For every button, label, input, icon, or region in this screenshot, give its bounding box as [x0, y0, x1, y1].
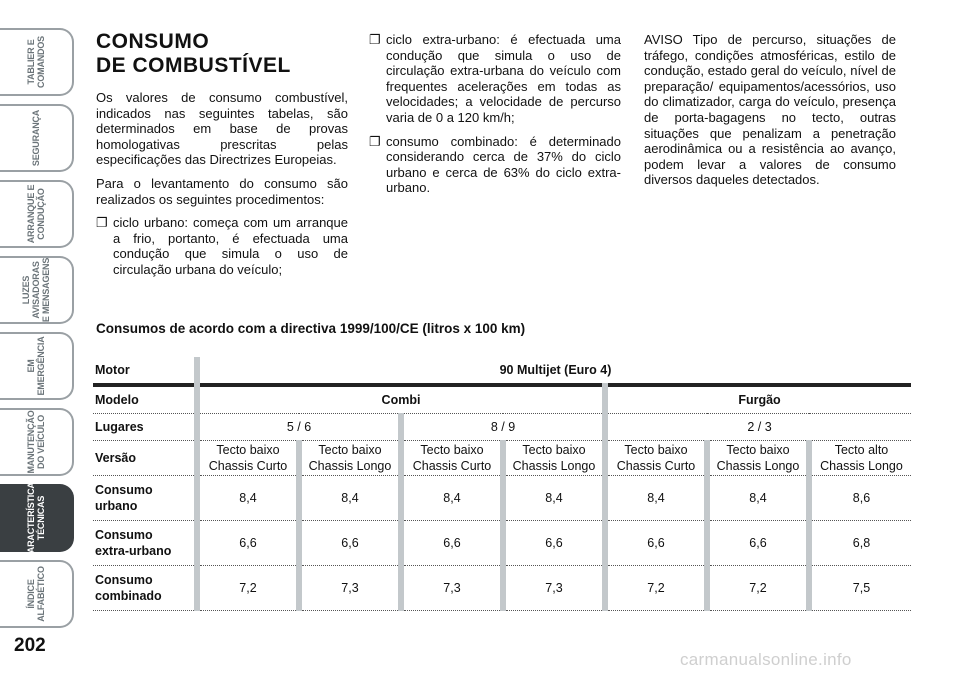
value-cell: 6,6: [299, 521, 401, 566]
bullet-text: ciclo urbano: começa com um arranque a frio, portanto, é efectuada uma condução que simula o uso de circulação urbana do veículo;: [113, 215, 348, 277]
value-cell: 6,6: [707, 521, 809, 566]
row-label: [93, 566, 197, 611]
checkbox-bullet-icon: ❐: [369, 133, 381, 149]
versao-line: Tecto baixo: [726, 443, 790, 457]
versao-line: Chassis Curto: [616, 459, 696, 473]
tab-label: ÍNDICE ALFABÉTICO: [26, 566, 46, 622]
versao-line: Chassis Curto: [208, 459, 288, 473]
row-label: Motor: [93, 357, 197, 385]
row-label: [93, 521, 197, 566]
modelo-furgao: Furgão: [605, 385, 911, 414]
label-line: Consumo: [95, 528, 153, 542]
value-cell: 8,4: [401, 476, 503, 521]
value-cell: 7,2: [197, 566, 299, 611]
versao-line: Tecto baixo: [318, 443, 382, 457]
tab-label: EM EMERGÊNCIA: [26, 336, 46, 396]
table-title: Consumos de acordo com a directiva 1999/100/CE (litros x 100 km): [96, 321, 526, 336]
list-item: [369, 32, 621, 126]
table-row-extra-urbano: [93, 521, 911, 566]
versao-line: Tecto alto: [834, 443, 889, 457]
value-cell: 8,4: [707, 476, 809, 521]
warning-paragraph: AVISO Tipo de percurso, situações de tráfego, condições atmosféricas, estilo de condução, estado geral do veículo, nível de preparação/ equipamentos/acessórios, uso do climatizador, carga do veículo, presença de porta-bagagens no tecto, outras situações que penalizam a penetração aerodinâmica ou a resistência ao avanço, podem levar a valores de consumo diversos daqueles detectados.: [644, 32, 896, 188]
tab-label: SEGURANÇA: [31, 109, 41, 167]
versao-cell: [197, 441, 299, 476]
versao-cell: [401, 441, 503, 476]
versao-line: Tecto baixo: [522, 443, 586, 457]
tab-label: MANUTENÇÃO DO VEÍCULO: [26, 410, 46, 474]
versao-line: Chassis Longo: [308, 459, 392, 473]
table-row-combinado: [93, 566, 911, 611]
value-cell: 6,6: [401, 521, 503, 566]
list-item: [369, 134, 621, 196]
bullet-text: consumo combinado: é determinado considerando cerca de 37% do ciclo urbano e cerca de 63% do ciclo extra-urbano.: [386, 133, 621, 196]
label-line: Consumo: [95, 483, 153, 497]
tab-emergencia[interactable]: [0, 332, 74, 400]
value-cell: 6,6: [605, 521, 707, 566]
lugares-cell: 2 / 3: [605, 414, 911, 441]
versao-line: Chassis Longo: [716, 459, 800, 473]
tab-arranque-conducao[interactable]: [0, 180, 74, 248]
table-row-urbano: [93, 476, 911, 521]
versao-cell: [299, 441, 401, 476]
tab-label: ARRANQUE E CONDUÇÃO: [26, 184, 46, 244]
checkbox-bullet-icon: ❐: [96, 215, 108, 231]
value-cell: 7,2: [605, 566, 707, 611]
procedures-paragraph: Para o levantamento do consumo são realizados os seguintes procedimentos:: [96, 175, 348, 207]
column-1: [96, 30, 348, 286]
versao-line: Chassis Longo: [820, 459, 903, 473]
row-label: Modelo: [93, 385, 197, 414]
versao-line: Chassis Longo: [512, 459, 596, 473]
versao-line: Tecto baixo: [624, 443, 688, 457]
value-cell: 6,6: [503, 521, 605, 566]
consumption-table: [93, 357, 911, 611]
label-line: urbano: [95, 499, 138, 513]
label-line: combinado: [95, 589, 162, 603]
tab-caracteristicas-tecnicas[interactable]: [0, 476, 74, 560]
checkbox-bullet-icon: ❐: [369, 32, 381, 47]
versao-cell: [707, 441, 809, 476]
tab-manutencao[interactable]: [0, 408, 74, 476]
motor-value: 90 Multijet (Euro 4): [197, 357, 911, 385]
intro-paragraph: Os valores de consumo combustível, indicados nas seguintes tabelas, são determinados em base de provas homologativas prescritas pelas especificações das Directrizes Europeias.: [96, 90, 348, 168]
tab-label: LUZES AVISADORAS E MENSAGENS: [21, 257, 51, 323]
versao-cell: [503, 441, 605, 476]
tab-label: TABLIER E COMANDOS: [26, 36, 46, 88]
title-line-2: DE COMBUSTÍVEL: [96, 54, 291, 77]
lugares-cell: 5 / 6: [197, 414, 401, 441]
value-cell: 8,6: [809, 476, 911, 521]
table-row-motor: [93, 357, 911, 385]
value-cell: 8,4: [503, 476, 605, 521]
versao-line: Chassis Curto: [412, 459, 492, 473]
lugares-cell: 8 / 9: [401, 414, 605, 441]
value-cell: 6,6: [197, 521, 299, 566]
value-cell: 8,4: [605, 476, 707, 521]
value-cell: 7,3: [503, 566, 605, 611]
table-row-lugares: [93, 414, 911, 441]
value-cell: 7,3: [299, 566, 401, 611]
section-tabs: [0, 0, 80, 677]
bullet-text: ciclo extra-urbano: é efectuada uma condução que simula o uso de circulação extra-urbana do veículo com frequentes acelerações em todas as velocidades; a velocidade de percurso varia de 0 a 120 km/h;: [386, 32, 621, 125]
value-cell: 8,4: [299, 476, 401, 521]
tab-seguranca[interactable]: [0, 104, 74, 172]
label-line: extra-urbano: [95, 544, 172, 558]
row-label: [93, 476, 197, 521]
versao-line: Tecto baixo: [216, 443, 280, 457]
column-2: [369, 32, 621, 204]
page-title: [96, 30, 348, 78]
page-number: 202: [14, 635, 46, 656]
row-label: Lugares: [93, 414, 197, 441]
value-cell: 7,5: [809, 566, 911, 611]
watermark: carmanualsonline.info: [680, 650, 852, 669]
label-line: Consumo: [95, 573, 153, 587]
tab-luzes-avisadoras[interactable]: [0, 256, 74, 324]
tab-tablier-comandos[interactable]: [0, 28, 74, 96]
versao-line: Tecto baixo: [420, 443, 484, 457]
column-3: [644, 32, 896, 196]
title-line-1: CONSUMO: [96, 30, 210, 53]
versao-cell: [605, 441, 707, 476]
value-cell: 7,2: [707, 566, 809, 611]
table-row-versao: [93, 441, 911, 476]
table-row-modelo: [93, 385, 911, 414]
tab-indice-alfabetico[interactable]: [0, 560, 74, 628]
tab-label: CARACTERÍSTICAS TÉCNICAS: [26, 476, 46, 560]
modelo-combi: Combi: [197, 385, 605, 414]
list-item: [96, 215, 348, 277]
value-cell: 7,3: [401, 566, 503, 611]
versao-cell: [809, 441, 911, 476]
value-cell: 6,8: [809, 521, 911, 566]
value-cell: 8,4: [197, 476, 299, 521]
row-label: Versão: [93, 441, 197, 476]
